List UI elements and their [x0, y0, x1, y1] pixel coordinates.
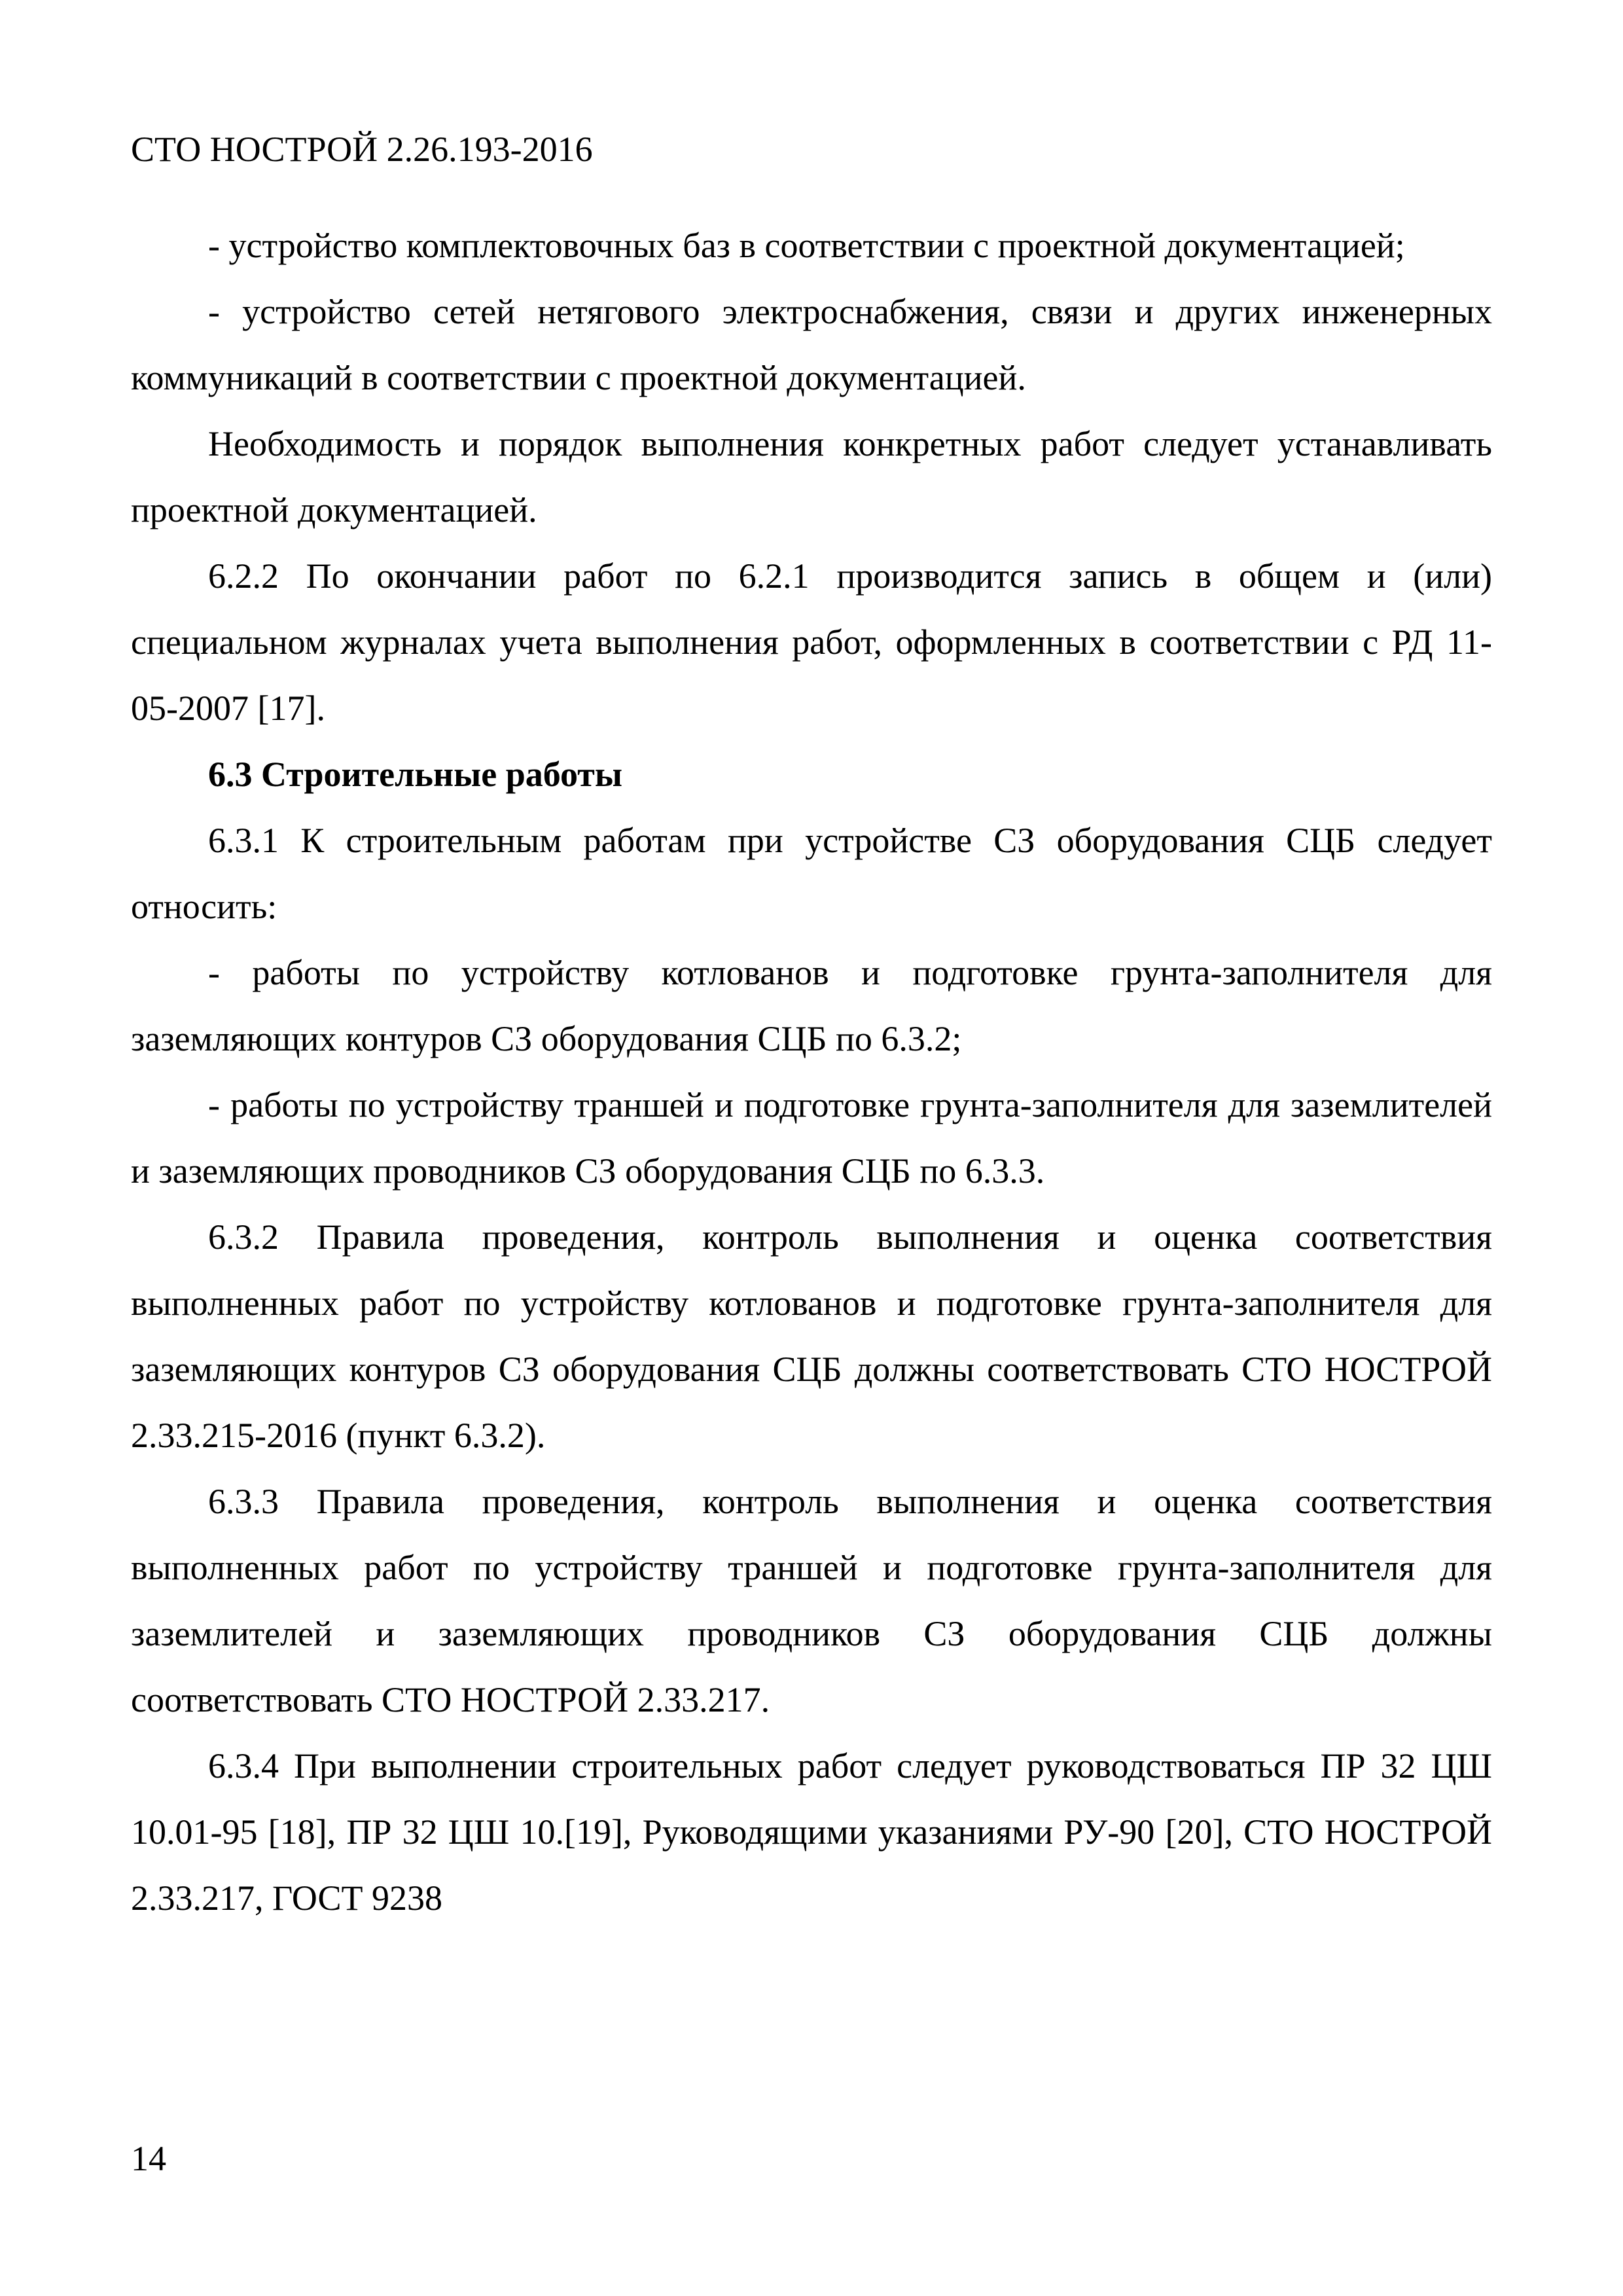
paragraph-6-2-2: 6.2.2 По окончании работ по 6.2.1 производится запись в общем и (или) специальном журналах учета выполнения работ, оформленных в соответствии с РД 11-05-2007 [17].	[131, 556, 1492, 728]
paragraph-6-3-3: 6.3.3 Правила проведения, контроль выполнения и оценка соответствия выполненных работ по устройству траншей и подготовке грунта-заполнителя для заземлителей и заземляющих проводников СЗ оборудования СЦБ должны соответствовать СТО НОСТРОЙ 2.33.217.	[131, 1482, 1492, 1719]
paragraph-bullet-bases: - устройство комплектовочных баз в соответствии с проектной документацией;	[208, 226, 1405, 265]
paragraph-6-3-4: 6.3.4 При выполнении строительных работ следует руководствоваться ПР 32 ЦШ 10.01-95 [18], ПР 32 ЦШ 10.[19], Руководящими указаниями РУ-90 [20], СТО НОСТРОЙ 2.33.217, ГОСТ 9238	[131, 1746, 1492, 1918]
paragraph-bullet-trenches: - работы по устройству траншей и подготовке грунта-заполнителя для заземлителей и заземляющих проводников СЗ оборудования СЦБ по 6.3.3.	[131, 1085, 1492, 1191]
paragraph-6-3-1: 6.3.1 К строительным работам при устройстве СЗ оборудования СЦБ следует относить:	[131, 821, 1492, 926]
document-body	[131, 213, 1492, 1931]
paragraph-necessity: Необходимость и порядок выполнения конкретных работ следует устанавливать проектной документацией.	[131, 424, 1492, 529]
section-heading-6-3: 6.3 Строительные работы	[208, 755, 622, 794]
page-number: 14	[131, 2139, 166, 2178]
paragraph-bullet-pits: - работы по устройству котлованов и подготовке грунта-заполнителя для заземляющих контуров СЗ оборудования СЦБ по 6.3.2;	[131, 953, 1492, 1058]
paragraph-6-3-2: 6.3.2 Правила проведения, контроль выполнения и оценка соответствия выполненных работ по устройству котлованов и подготовке грунта-заполнителя для заземляющих контуров СЗ оборудования СЦБ должны соответствовать СТО НОСТРОЙ 2.33.215-2016 (пункт 6.3.2).	[131, 1217, 1492, 1455]
document-header: СТО НОСТРОЙ 2.26.193-2016	[131, 130, 593, 169]
paragraph-bullet-networks: - устройство сетей нетягового электроснабжения, связи и других инженерных коммуникаций в соответствии с проектной документацией.	[131, 292, 1492, 397]
